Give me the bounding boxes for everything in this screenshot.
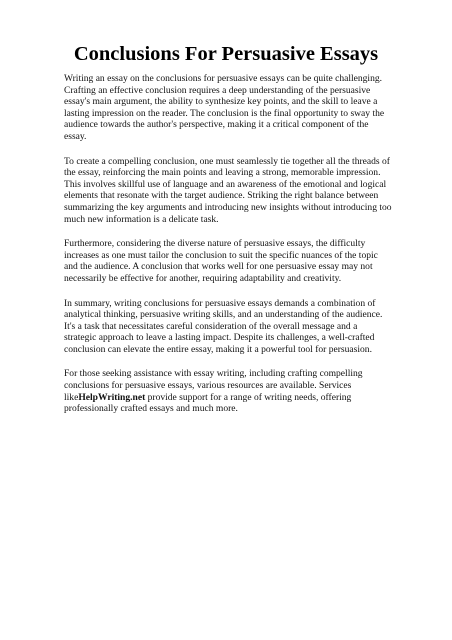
page-title: Conclusions For Persuasive Essays <box>73 43 379 65</box>
paragraph-5-outro: provide support for a range of writing needs, offering professionally crafted essays and much more. <box>64 391 352 415</box>
paragraph-4: In summary, writing conclusions for persuasive essays demands a combination of analytical thinking, persuasive writing skills, and an understanding of the audience. It's a task that necessitates careful consideration of the overall message and a strategic approach to leave a lasting impact. Despite its challenges, a well-crafted conclusion can elevate the entire essay, making it a powerful tool for persuasion. <box>64 297 383 355</box>
paragraph-1: Writing an essay on the conclusions for persuasive essays can be quite challenging. Crafting an effective conclusion requires a deep understanding of the persuasive essay's main argument, the ability to synthesize key points, and the skill to leave a lasting impression on the reader. The conclusion is the final opportunity to sway the audience towards the author's perspective, making it a critical component of the essay. <box>64 73 385 142</box>
paragraph-5-intro: For those seeking assistance with essay writing, including crafting compelling conclusions for persuasive essays, various resources are available. Services like <box>64 368 363 403</box>
paragraph-5 <box>64 368 392 414</box>
service-name: HelpWriting.net <box>78 391 146 403</box>
paragraph-2: To create a compelling conclusion, one must seamlessly tie together all the threads of the essay, reinforcing the main points and leaving a strong, memorable impression. This involves skillful use of language and an awareness of the emotional and logical elements that resonate with the target audience. Striking the right balance between summarizing the key arguments and introducing new insights without introducing too much new information is a delicate task. <box>64 155 392 225</box>
paragraph-3: Furthermore, considering the diverse nature of persuasive essays, the difficulty increases as one must tailor the conclusion to suit the specific nuances of the topic and the audience. A conclusion that works well for one persuasive essay may not necessarily be effective for another, requiring adaptability and creativity. <box>64 238 378 284</box>
document-body <box>64 73 392 428</box>
